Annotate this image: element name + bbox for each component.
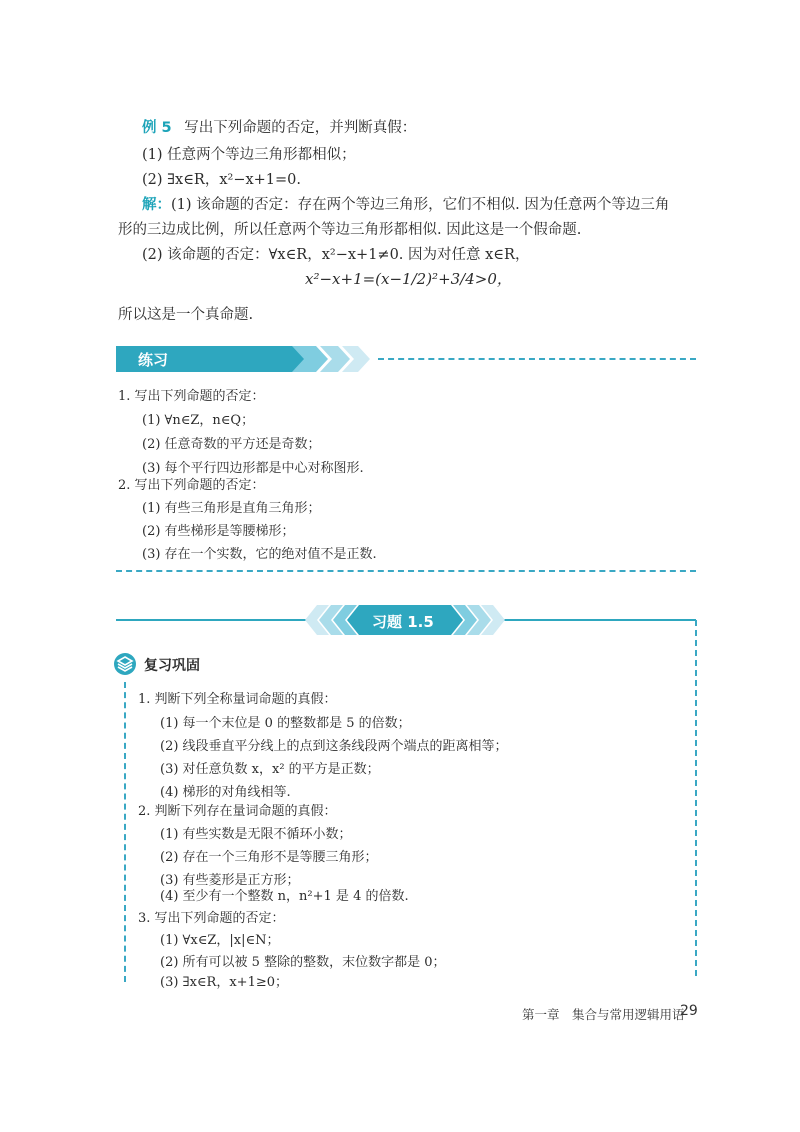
practice-q2: 2. 写出下列命题的否定： <box>118 478 265 493</box>
page-number: 29 <box>680 1003 698 1019</box>
practice-q2-item: (1) 有些三角形是直角三角形； <box>142 501 321 516</box>
exercise-q3: 3. 写出下列命题的否定： <box>138 911 285 926</box>
solution-line-1: 解：(1) 该命题的否定：存在两个等边三角形，它们不相似. 因为任意两个等边三角 <box>142 197 670 213</box>
exercise-q2-item: (2) 存在一个三角形不是等腰三角形； <box>160 850 378 865</box>
exercise-q3-item: (3) ∃x∈R，x+1≥0； <box>160 975 289 990</box>
exercise-left-border <box>124 682 126 982</box>
example-item-1: (1) 任意两个等边三角形都相似； <box>142 147 356 163</box>
solution-line-3: (2) 该命题的否定：∀x∈R，x²−x+1≠0. 因为对任意 x∈R， <box>142 247 530 263</box>
exercise-q1-item: (3) 对任意负数 x，x² 的平方是正数； <box>160 762 380 777</box>
formula: x²−x+1=(x−1/2)²+3/4>0， <box>305 270 512 288</box>
section-heading: 复习巩固 <box>144 658 200 674</box>
exercise-q1-item: (1) 每一个末位是 0 的整数都是 5 的倍数； <box>160 716 411 731</box>
exercise-q3-item: (1) ∀x∈Z，|x|∈N； <box>160 933 280 948</box>
exercise-q1-item: (4) 梯形的对角线相等. <box>160 785 291 800</box>
solution-label: 解： <box>142 197 171 213</box>
practice-title: 练习 <box>138 351 169 369</box>
exercise-q1: 1. 判断下列全称量词命题的真假： <box>138 692 337 707</box>
exercise-q3-item: (2) 所有可以被 5 整除的整数，末位数字都是 0； <box>160 955 446 970</box>
practice-bottom-rule <box>116 570 696 572</box>
stack-icon <box>113 652 137 676</box>
practice-top-rule <box>378 358 696 360</box>
example-label: 例 5 <box>142 120 172 136</box>
practice-q1-item: (3) 每个平行四边形都是中心对称图形. <box>142 461 364 476</box>
practice-q2-item: (2) 有些梯形是等腰梯形； <box>142 524 295 539</box>
exercise-q2-item: (4) 至少有一个整数 n，n²+1 是 4 的倍数. <box>160 889 409 904</box>
exercise-q1-item: (2) 线段垂直平分线上的点到这条线段两个端点的距离相等； <box>160 739 508 754</box>
exercise-rule-right <box>498 619 696 621</box>
solution-line-2: 形的三边成比例，所以任意两个等边三角形都相似. 因此这是一个假命题. <box>118 222 582 238</box>
conclusion: 所以这是一个真命题. <box>118 307 254 323</box>
example-heading <box>142 116 416 137</box>
example-prompt: 写出下列命题的否定，并判断真假： <box>184 120 417 136</box>
practice-q1: 1. 写出下列命题的否定： <box>118 389 265 404</box>
exercise-q2-item: (3) 有些菱形是正方形； <box>160 873 300 888</box>
exercise-q2: 2. 判断下列存在量词命题的真假： <box>138 804 337 819</box>
practice-q1-item: (1) ∀n∈Z，n∈Q； <box>142 413 255 428</box>
exercise-rule-left <box>116 619 316 621</box>
exercise-title: 习题 1.5 <box>372 613 434 631</box>
footer-chapter: 第一章 集合与常用逻辑用语 <box>522 1007 685 1022</box>
practice-q1-item: (2) 任意奇数的平方还是奇数； <box>142 437 321 452</box>
example-item-2: (2) ∃x∈R，x²−x+1=0. <box>142 172 302 188</box>
exercise-q2-item: (1) 有些实数是无限不循环小数； <box>160 827 352 842</box>
practice-q2-item: (3) 存在一个实数，它的绝对值不是正数. <box>142 547 377 562</box>
exercise-right-border <box>695 620 697 976</box>
